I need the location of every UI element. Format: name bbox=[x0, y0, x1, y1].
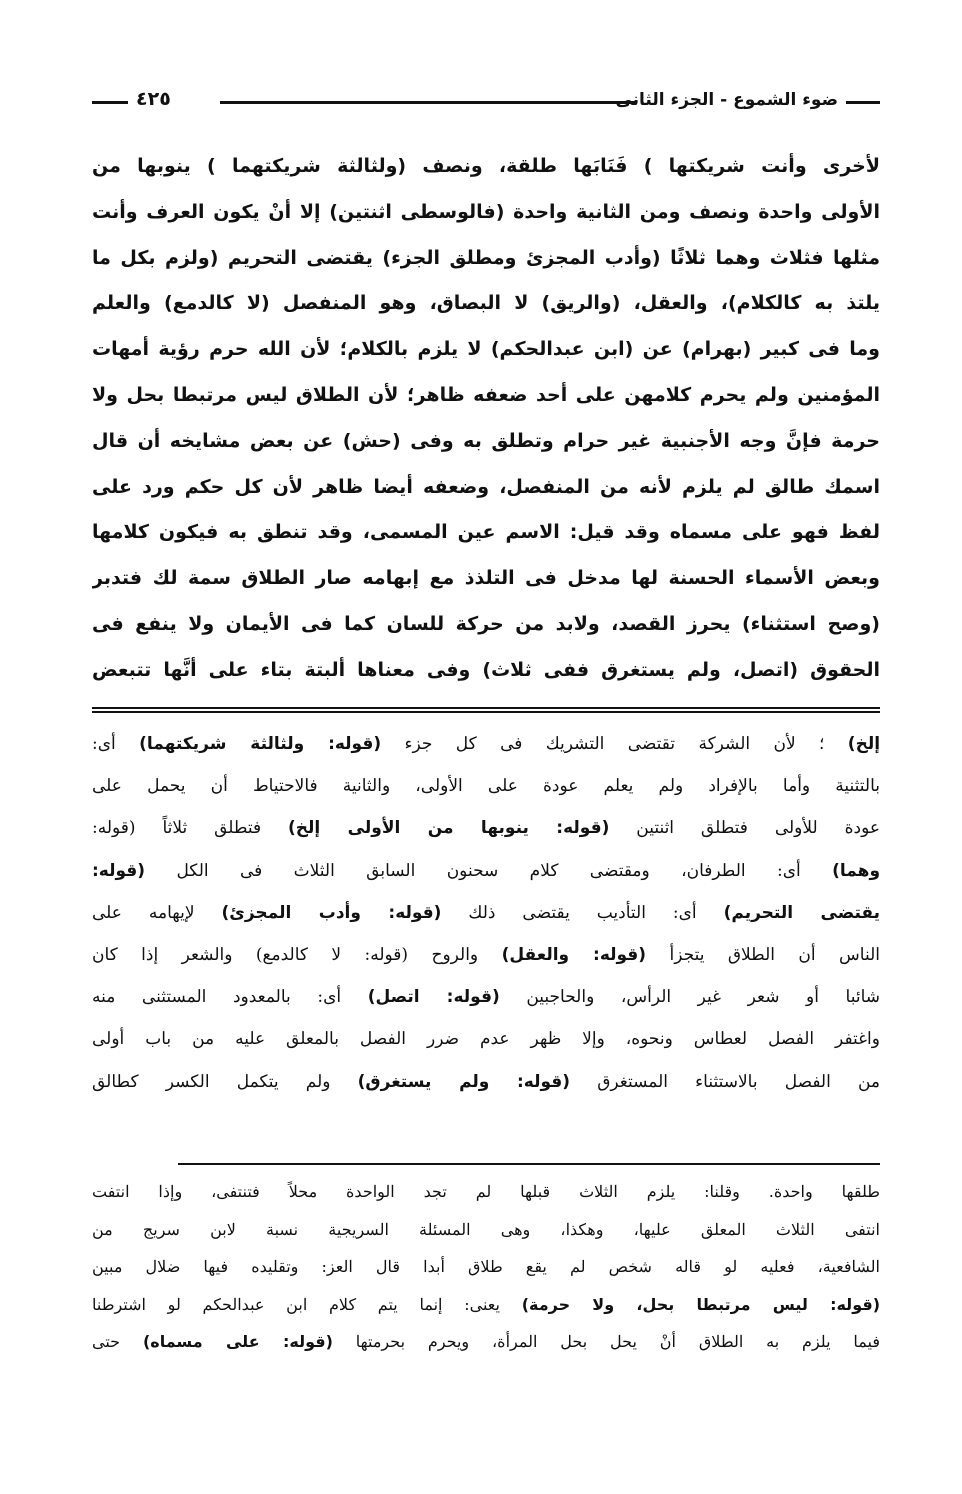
commentary-text-b: أى: بالمعدود المستثنى منه bbox=[92, 987, 342, 1008]
footnote-bold-lead: (قوله: ليس مرتبطا بحل، ولا حرمة) bbox=[521, 1294, 880, 1314]
commentary-bold-lead: إلخ) bbox=[847, 734, 880, 754]
main-text-line: يلتذ به كالكلام)، والعقل، (والريق) لا البصاق، وهو المنفصل (لا كالدمع) والعلم bbox=[92, 292, 880, 315]
main-text-line: المؤمنين ولم يحرم كلامهن على أحد ضعفه ظاهر؛ لأن الطلاق ليس مرتبطا بحل ولا bbox=[92, 383, 880, 406]
footnote-line bbox=[92, 1323, 880, 1361]
page-number: ٤٢٥ bbox=[136, 88, 171, 110]
commentary-bold-ref: (قوله: اتصل) bbox=[367, 987, 500, 1008]
footnote-line bbox=[92, 1286, 880, 1324]
header-rule-left bbox=[92, 101, 128, 104]
commentary-line bbox=[92, 807, 880, 849]
main-text-line: حرمة فإنَّ وجه الأجنبية غير حرام وتطلق به وفى (حش) عن بعض مشايخه أن قال bbox=[92, 429, 880, 452]
commentary-text-a: عودة للأولى فتطلق اثنتين bbox=[636, 818, 880, 839]
commentary-bold-lead: يقتضى التحريم) bbox=[723, 902, 880, 923]
commentary-line bbox=[92, 765, 880, 807]
commentary-bold-ref: (قوله: والعقل) bbox=[501, 944, 647, 965]
commentary-text-a: أى: التأديب يقتضى ذلك bbox=[468, 902, 697, 923]
footnote-line bbox=[92, 1248, 880, 1286]
commentary-line bbox=[92, 723, 880, 765]
main-text-line: الحقوق (اتصل، ولم يستغرق ففى ثلاث) وفى معناها ألبتة بتاء على أنَّها تتبعض bbox=[92, 658, 880, 681]
header-rule-middle bbox=[220, 101, 635, 104]
commentary-bold-lead: وهما) bbox=[832, 860, 880, 881]
main-commentary-divider bbox=[92, 707, 880, 713]
footnote-text-a: انتفى الثلاث المعلق عليها، وهكذا، وهى المسئلة السريجية نسبة لابن سريج من bbox=[92, 1219, 880, 1239]
commentary-text-b: فتطلق ثلاثاً (قوله: bbox=[92, 818, 262, 839]
commentary-text-b: لإيهامه على bbox=[92, 902, 195, 923]
main-text-line: مثلها فثلاث وهما ثلاثًا (وأدب المجزئ ومطلق الجزء) يقتضى التحريم (ولزم بكل ما bbox=[92, 246, 880, 269]
commentary-line bbox=[92, 976, 880, 1018]
commentary-text-a: شائبا أو شعر غير الرأس، والحاجبين bbox=[526, 987, 880, 1008]
footnote-bold-ref: (قوله: على مسماه) bbox=[142, 1332, 333, 1352]
commentary-text-a: الناس أن الطلاق يتجزأ bbox=[669, 944, 880, 965]
commentary-text bbox=[92, 723, 880, 1103]
commentary-bold-ref: (قوله: وأدب المجزئ) bbox=[221, 902, 442, 923]
commentary-bold-ref: (قوله: ولم يستغرق) bbox=[357, 1071, 571, 1092]
main-text-line: لأخرى وأنت شريكتها ) فَنَابَها طلقة، ونصف (ولثالثة شريكتهما ) ينوبها من bbox=[92, 155, 880, 177]
header-title: ضوء الشموع - الجزء الثانى bbox=[615, 90, 838, 110]
commentary-text-a: أى: الطرفان، ومقتضى كلام سحنون السابق الثلاث فى الكل bbox=[176, 860, 801, 881]
main-text-line: اسمك طالق لم يلزم لأنه من المنفصل، وضعفه أيضا ظاهر لأن كل حكم ورد على bbox=[92, 475, 880, 498]
commentary-text-b: والروح (قوله: لا كالدمع) والشعر إذا كان bbox=[92, 944, 479, 965]
commentary-line bbox=[92, 934, 880, 976]
footnote-line bbox=[92, 1173, 880, 1211]
header-rule-right bbox=[846, 101, 880, 104]
main-text-line: (وصح استثناء) يحرز القصد، ولابد من حركة للسان كما فى الأيمان ولا ينفع فى bbox=[92, 612, 880, 635]
main-text-line: لفظ فهو على مسماه وقد قيل: الاسم عين المسمى، وقد تنطق به فيكون كلامها bbox=[92, 521, 880, 544]
running-header bbox=[92, 84, 880, 124]
footnote-line bbox=[92, 1211, 880, 1249]
footnote-divider bbox=[178, 1163, 880, 1165]
commentary-bold-ref: (قوله: bbox=[92, 860, 146, 881]
footnote-text-a: الشافعية، فعليه لو قاله شخص لم يقع طلاق أبدا قال العز: وتقليده فيها ضلال مبين bbox=[92, 1257, 880, 1277]
commentary-text-a: واغتفر الفصل لعطاس ونحوه، وإلا ظهر عدم ضرر الفصل بالمعلق عليه من باب أولى bbox=[92, 1029, 880, 1050]
commentary-text-a: بالتثنية وأما بالإفراد ولم يعلم عودة على الأولى، والثانية فالاحتياط أن يحمل على bbox=[92, 776, 880, 797]
footnote-text-b: حتى bbox=[92, 1332, 121, 1352]
footnote-text-a: فيما يلزم به الطلاق أنْ يحل بحل المرأة، ويحرم بحرمتها bbox=[355, 1332, 880, 1352]
commentary-line bbox=[92, 850, 880, 892]
main-text bbox=[92, 144, 880, 694]
footnote-text-a: يعنى: إنما يتم كلام ابن عبدالحكم لو اشترطنا bbox=[92, 1294, 500, 1314]
commentary-text-b: أى: bbox=[92, 734, 116, 754]
commentary-bold-ref: (قوله: ولثالثة شريكتهما) bbox=[139, 734, 382, 754]
commentary-text-a: ؛ لأن الشركة تقتضى التشريك فى كل جزء bbox=[404, 734, 825, 754]
main-text-line: الأولى واحدة ونصف ومن الثانية واحدة (فالوسطى اثنتين) إلا أنْ يكون العرف وأنت bbox=[92, 200, 880, 223]
commentary-text-b: ولم يتكمل الكسر كطالق bbox=[92, 1071, 331, 1092]
commentary-line bbox=[92, 1061, 880, 1103]
commentary-line bbox=[92, 892, 880, 934]
commentary-bold-ref: (قوله: ينوبها من الأولى إلخ) bbox=[288, 818, 610, 839]
commentary-line bbox=[92, 1018, 880, 1060]
footnote-text bbox=[92, 1173, 880, 1361]
footnote-text-a: طلقها واحدة. وقلنا: يلزم الثلاث قبلها لم تجد الواحدة محلاً فتنتفى، وإذا انتفت bbox=[92, 1182, 880, 1201]
commentary-text-a: من الفصل بالاستثناء المستغرق bbox=[597, 1071, 880, 1092]
main-text-line: وبعض الأسماء الحسنة لها مدخل فى التلذذ مع إبهامه صار الطلاق سمة لك فتدبر bbox=[92, 567, 880, 590]
main-text-line: وما فى كبير (بهرام) عن (ابن عبدالحكم) لا يلزم بالكلام؛ لأن الله حرم رؤية أمهات bbox=[92, 338, 880, 361]
